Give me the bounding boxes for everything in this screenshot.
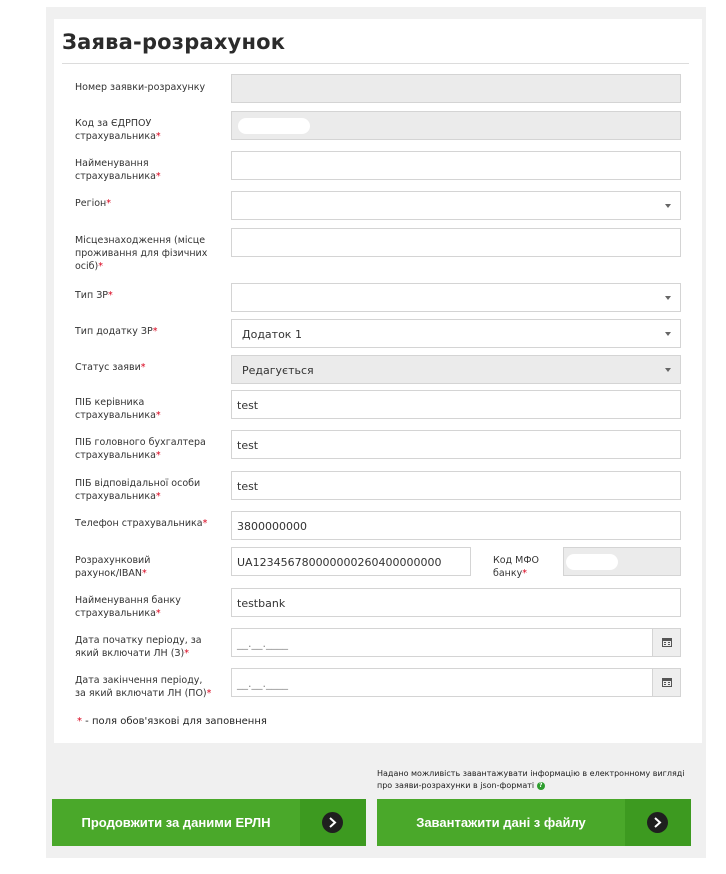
upload-file-button[interactable]: [377, 799, 691, 846]
mfo-field: [563, 547, 681, 576]
caret-down-icon: [665, 204, 671, 208]
chief-accountant-input[interactable]: test: [231, 430, 681, 459]
continue-erln-button[interactable]: [52, 799, 366, 846]
iban-label: Розрахунковий рахунок/IBAN*: [75, 555, 151, 579]
caret-down-icon: [665, 332, 671, 336]
edrpou-label: Код за ЄДРПОУ страхувальника*: [75, 118, 161, 142]
location-label: Місцезнаходження (місце проживання для фізичних осіб)*: [75, 235, 208, 272]
zr-appendix-type-select[interactable]: Додаток 1: [231, 319, 681, 348]
zr-type-select[interactable]: [231, 283, 681, 312]
application-number-field: [231, 74, 681, 103]
calendar-icon: [662, 677, 672, 687]
upload-arrow-zone: [625, 799, 691, 846]
region-select[interactable]: [231, 191, 681, 220]
status-select: Редагується: [231, 355, 681, 384]
chevron-right-icon: [647, 812, 668, 833]
phone-label: Телефон страхувальника*: [75, 518, 208, 529]
period-start-input[interactable]: __.__.____: [231, 628, 681, 657]
insurer-name-label: Найменування страхувальника*: [75, 158, 161, 182]
bank-name-label: Найменування банку страхувальника*: [75, 595, 181, 619]
upload-file-label: Завантажити дані з файлу: [416, 815, 586, 830]
json-upload-info: Надано можливість завантажувати інформацію в електронному вигляді про заяви-розрахунки в json-форматі ?: [377, 769, 685, 790]
insurer-name-input[interactable]: [231, 151, 681, 180]
status-label: Статус заяви*: [75, 362, 146, 373]
responsible-person-label: ПІБ відповідальної особи страхувальника*: [75, 478, 201, 502]
calendar-button[interactable]: [652, 629, 680, 656]
responsible-person-input[interactable]: test: [231, 471, 681, 500]
caret-down-icon: [665, 296, 671, 300]
director-name-label: ПІБ керівника страхувальника*: [75, 397, 161, 421]
caret-down-icon: [665, 368, 671, 372]
required-fields-note: * - поля обов'язкові для заповнення: [77, 716, 267, 727]
question-icon[interactable]: ?: [537, 782, 545, 790]
region-label: Регіон*: [75, 198, 111, 209]
bank-name-input[interactable]: testbank: [231, 588, 681, 617]
period-end-input[interactable]: __.__.____: [231, 668, 681, 697]
application-number-label: Номер заявки-розрахунку: [75, 82, 206, 93]
continue-arrow-zone: [300, 799, 366, 846]
edrpou-field: [231, 111, 681, 140]
period-end-label: Дата закінчення періоду, за який включати ЛН (ПО)*: [75, 675, 212, 699]
director-name-input[interactable]: test: [231, 390, 681, 419]
redacted-blob: [238, 118, 310, 134]
mfo-label: Код МФО банку*: [493, 555, 539, 579]
redacted-blob: [566, 554, 618, 570]
chevron-right-icon: [322, 812, 343, 833]
zr-appendix-type-label: Тип додатку ЗР*: [75, 326, 158, 337]
zr-type-label: Тип ЗР*: [75, 290, 113, 301]
calendar-button[interactable]: [652, 669, 680, 696]
iban-input[interactable]: UA123456780000000260400000000: [231, 547, 471, 576]
page-title: Заява-розрахунок: [62, 30, 286, 54]
title-divider: [62, 63, 689, 64]
continue-erln-label: Продовжити за даними ЕРЛН: [81, 815, 271, 830]
location-input[interactable]: [231, 228, 681, 257]
period-start-label: Дата початку періоду, за який включати ЛН (З)*: [75, 635, 202, 659]
phone-input[interactable]: 3800000000: [231, 511, 681, 540]
calendar-icon: [662, 637, 672, 647]
chief-accountant-label: ПІБ головного бухгалтера страхувальника*: [75, 437, 206, 461]
